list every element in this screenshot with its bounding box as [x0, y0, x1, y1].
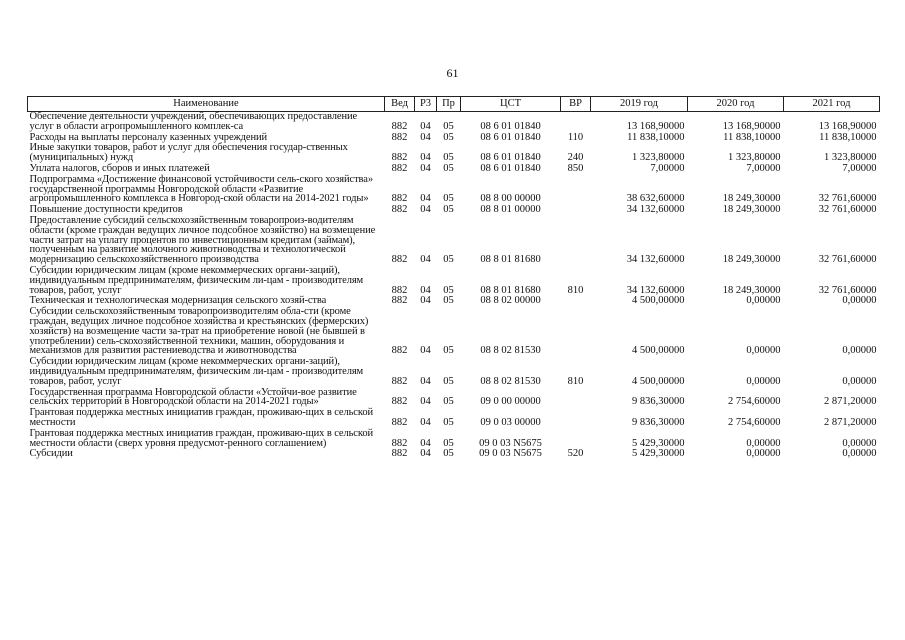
row-rz: 04: [420, 284, 431, 296]
row-vr: [561, 216, 591, 266]
row-2019: 7,00000: [650, 162, 685, 174]
row-name: Субсидии юридическим лицам (кроме некоммерческих органи-заций), индивидуальным предпринимателям, физическим ли-цам - производителям товаров, работ, услуг: [29, 264, 364, 296]
row-rz: 04: [420, 254, 431, 266]
row-2019: 4 500,00000: [632, 295, 685, 307]
row-rz: 04: [420, 448, 431, 460]
row-2021: 7,00000: [842, 162, 877, 174]
table-row: [28, 112, 880, 133]
row-2021: 0,00000: [842, 448, 877, 460]
row-pr: 05: [443, 131, 454, 143]
row-rz: 04: [420, 131, 431, 143]
page-number: 61: [446, 66, 459, 80]
row-vr: 810: [567, 375, 584, 387]
row-2020: 18 249,30000: [722, 284, 781, 296]
row-cst: 08 8 01 00000: [480, 204, 541, 216]
row-pr: 05: [443, 204, 454, 216]
row-2020: 18 249,30000: [722, 204, 781, 216]
row-2021: 32 761,60000: [818, 204, 877, 216]
row-2019: 13 168,90000: [626, 120, 685, 132]
row-cst: 08 6 01 01840: [480, 120, 541, 132]
row-2021: 2 871,20000: [824, 416, 877, 428]
row-2019: 9 836,30000: [632, 416, 685, 428]
row-2019: 5 429,30000: [632, 437, 685, 449]
row-vr: 110: [567, 131, 584, 143]
row-2021: 1 323,80000: [824, 152, 877, 164]
row-2019: 4 500,00000: [632, 345, 685, 357]
table-row: [28, 388, 880, 409]
table-row: [28, 143, 880, 164]
row-2019: 4 500,00000: [632, 375, 685, 387]
row-cst: 08 8 02 81530: [480, 375, 541, 387]
row-ved: 882: [391, 284, 408, 296]
row-ved: 882: [391, 295, 408, 307]
row-cst: 08 8 02 00000: [480, 295, 541, 307]
row-vr: 240: [567, 152, 584, 164]
row-vr: [561, 175, 591, 205]
row-2020: 0,00000: [746, 345, 781, 357]
row-name: Предоставление субсидий сельскохозяйственным товаропроиз-водителям области (кроме граждан ведущих личное подсобное хозяйство) на возмещение части затрат на уплату процентов по инвестиционным кредитам (займам), полученным на развитие молочного животноводства и технологической модернизацию сельскохозяйственного производства: [29, 214, 376, 266]
header-ved: Вед: [385, 97, 415, 112]
row-cst: 08 6 01 01840: [480, 152, 541, 164]
table-row: [28, 357, 880, 387]
row-pr: 05: [443, 345, 454, 357]
row-ved: 882: [391, 416, 408, 428]
row-2021: 32 761,60000: [818, 254, 877, 266]
row-ved: 882: [391, 204, 408, 216]
row-2019: 34 132,60000: [626, 284, 685, 296]
row-pr: 05: [443, 254, 454, 266]
row-ved: 882: [391, 254, 408, 266]
row-ved: 882: [391, 152, 408, 164]
row-2021: 0,00000: [842, 375, 877, 387]
row-ved: 882: [391, 345, 408, 357]
row-2019: 11 838,10000: [627, 131, 685, 143]
row-ved: 882: [391, 375, 408, 387]
header-name: Наименование: [28, 97, 385, 112]
row-vr: [561, 388, 591, 409]
row-cst: 08 6 01 01840: [480, 162, 541, 174]
row-2021: 0,00000: [842, 345, 877, 357]
row-cst: 08 6 01 01840: [480, 131, 541, 143]
header-2019: 2019 год: [591, 97, 688, 112]
row-2020: 0,00000: [746, 295, 781, 307]
row-rz: 04: [420, 120, 431, 132]
row-rz: 04: [420, 437, 431, 449]
row-pr: 05: [443, 193, 454, 205]
row-cst: 09 0 03 N5675: [479, 448, 542, 460]
table-row: [28, 266, 880, 296]
row-pr: 05: [443, 284, 454, 296]
budget-table: [27, 96, 880, 460]
row-vr: [561, 408, 591, 429]
row-cst: 09 0 03 N5675: [479, 437, 542, 449]
table-row: [28, 449, 880, 460]
row-ved: 882: [391, 131, 408, 143]
row-2021: 11 838,10000: [819, 131, 877, 143]
row-2020: 0,00000: [746, 448, 781, 460]
row-2021: 32 761,60000: [818, 193, 877, 205]
row-pr: 05: [443, 437, 454, 449]
table-row: [28, 175, 880, 205]
row-pr: 05: [443, 375, 454, 387]
header-pr: Пр: [437, 97, 461, 112]
row-2020: 13 168,90000: [722, 120, 781, 132]
row-rz: 04: [420, 204, 431, 216]
row-2019: 9 836,30000: [632, 396, 685, 408]
row-rz: 04: [420, 416, 431, 428]
row-cst: 08 8 01 81680: [480, 254, 541, 266]
row-name: Государственная программа Новгородской области «Устойчи-вое развитие сельских территорий в Новгородской области на 2014-2021 годы»: [29, 386, 357, 408]
row-name: Иные закупки товаров, работ и услуг для обеспечения государ-ственных (муниципальных) нужд: [29, 142, 348, 164]
row-vr: [561, 112, 591, 133]
row-vr: [561, 296, 591, 307]
row-name: Техническая и технологическая модернизация сельского хозяй-ства: [29, 295, 327, 307]
row-vr: [561, 307, 591, 357]
row-name: Субсидии: [29, 448, 73, 460]
row-ved: 882: [391, 448, 408, 460]
row-cst: 09 0 00 00000: [480, 396, 541, 408]
row-2019: 5 429,30000: [632, 448, 685, 460]
row-2020: 0,00000: [746, 437, 781, 449]
row-pr: 05: [443, 162, 454, 174]
row-2019: 38 632,60000: [626, 193, 685, 205]
table-row: [28, 408, 880, 429]
row-name: Обеспечение деятельности учреждений, обеспечивающих предоставление услуг в области агропромышленного комплек-са: [29, 111, 358, 132]
row-2020: 7,00000: [746, 162, 781, 174]
row-ved: 882: [391, 437, 408, 449]
row-2020: 0,00000: [746, 375, 781, 387]
row-vr: 850: [567, 162, 584, 174]
row-name: Грантовая поддержка местных инициатив граждан, проживаю-щих в сельской местности: [29, 407, 373, 428]
row-2021: 0,00000: [842, 437, 877, 449]
row-vr: [561, 429, 591, 450]
row-2019: 1 323,80000: [632, 152, 685, 164]
table-row: [28, 216, 880, 266]
row-pr: 05: [443, 295, 454, 307]
table-row: [28, 307, 880, 357]
row-name: Подпрограмма «Достижение финансовой устойчивости сель-ского хозяйства» государственной программы Новгородской области «Развитие агропромышленного комплекса в Новгород-ской области на 2014-2021 годы»: [29, 173, 373, 205]
row-ved: 882: [391, 120, 408, 132]
row-pr: 05: [443, 396, 454, 408]
row-2020: 11 838,10000: [723, 131, 781, 143]
header-cst: ЦСТ: [461, 97, 561, 112]
row-ved: 882: [391, 396, 408, 408]
row-rz: 04: [420, 375, 431, 387]
row-ved: 882: [391, 193, 408, 205]
row-pr: 05: [443, 448, 454, 460]
row-2020: 2 754,60000: [728, 396, 781, 408]
row-2020: 18 249,30000: [722, 193, 781, 205]
row-rz: 04: [420, 295, 431, 307]
header-2021: 2021 год: [784, 97, 880, 112]
row-rz: 04: [420, 396, 431, 408]
row-2021: 2 871,20000: [824, 396, 877, 408]
row-pr: 05: [443, 120, 454, 132]
row-vr: 520: [567, 448, 584, 460]
row-2019: 34 132,60000: [626, 204, 685, 216]
table-header: [28, 97, 880, 112]
row-name: Субсидии сельскохозяйственным товаропроизводителям обла-сти (кроме граждан, ведущих личное подсобное хозяйства и крестьянских (фермерских) хозяйств) на возмещение части за-трат на приобретение новой (не бывшей в употреблении) сель-скохозяйственной техники, машин, оборудования и механизмов для развития растениеводства и животноводства: [29, 306, 369, 357]
row-rz: 04: [420, 193, 431, 205]
row-cst: 08 8 00 00000: [480, 193, 541, 205]
header-rz: Р3: [415, 97, 437, 112]
row-ved: 882: [391, 162, 408, 174]
table-body: [28, 112, 880, 461]
row-rz: 04: [420, 162, 431, 174]
row-2021: 0,00000: [842, 295, 877, 307]
row-name: Уплата налогов, сборов и иных платежей: [29, 162, 210, 174]
row-pr: 05: [443, 152, 454, 164]
row-2019: 34 132,60000: [626, 254, 685, 266]
row-pr: 05: [443, 416, 454, 428]
row-name: Грантовая поддержка местных инициатив граждан, проживаю-щих в сельской местности области (сверх уровня предусмот-ренного соглашением): [29, 427, 373, 449]
header-2020: 2020 год: [688, 97, 784, 112]
row-name: Расходы на выплаты персоналу казенных учреждений: [29, 131, 268, 143]
row-2020: 18 249,30000: [722, 254, 781, 266]
table-row: [28, 429, 880, 450]
row-rz: 04: [420, 152, 431, 164]
row-cst: 08 8 02 81530: [480, 345, 541, 357]
row-2021: 32 761,60000: [818, 284, 877, 296]
row-name: Повышение доступности кредитов: [29, 204, 183, 216]
row-cst: 08 8 01 81680: [480, 284, 541, 296]
row-rz: 04: [420, 345, 431, 357]
header-vr: ВР: [561, 97, 591, 112]
row-cst: 09 0 03 00000: [480, 416, 541, 428]
row-2020: 2 754,60000: [728, 416, 781, 428]
row-name: Субсидии юридическим лицам (кроме некоммерческих органи-заций), индивидуальным предпринимателям, физическим ли-цам - производителям товаров, работ, услуг: [29, 356, 364, 387]
row-2021: 13 168,90000: [818, 120, 877, 132]
row-2020: 1 323,80000: [728, 152, 781, 164]
row-vr: [561, 205, 591, 216]
row-vr: 810: [567, 284, 584, 296]
